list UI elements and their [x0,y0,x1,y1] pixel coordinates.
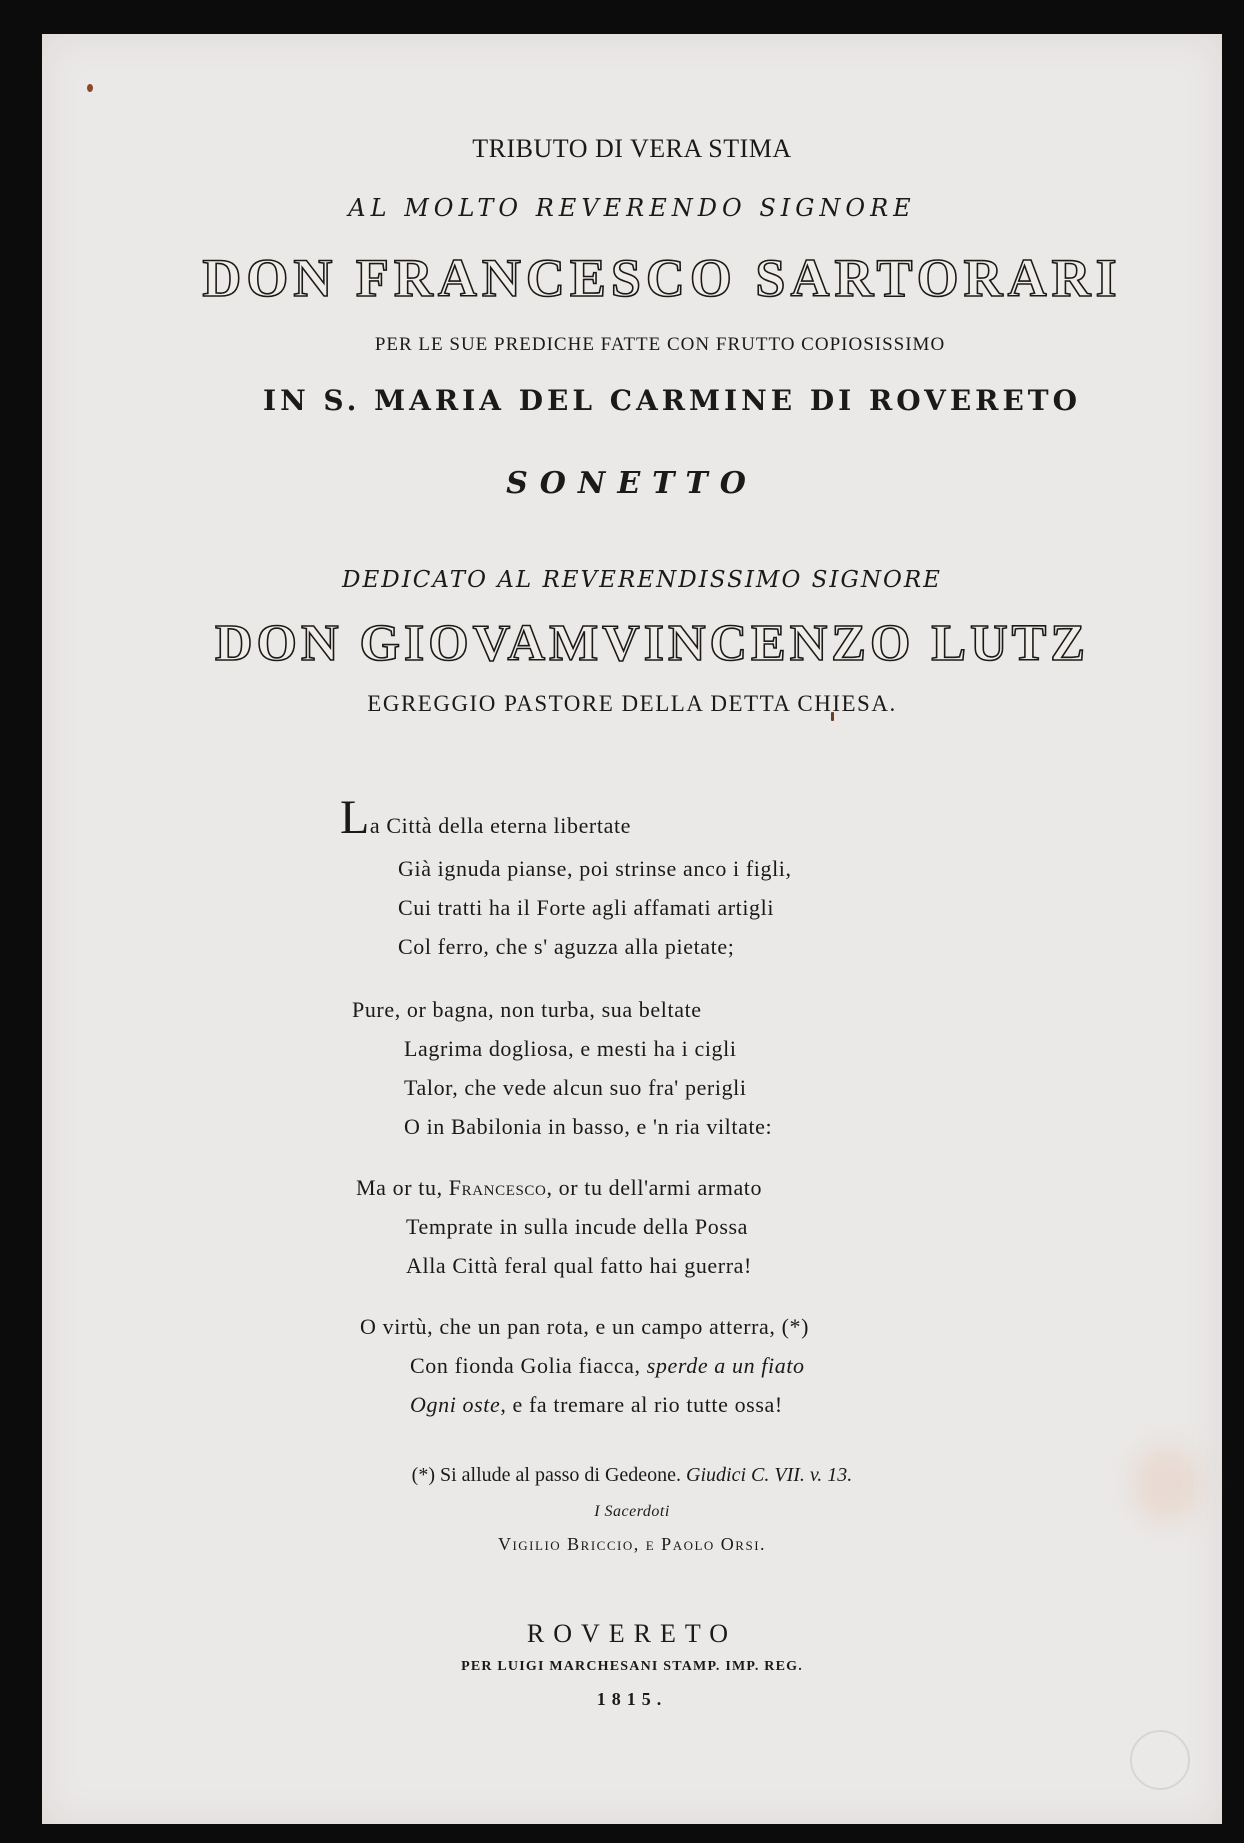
poem-line-italic: sperde a un fiato [646,1353,805,1378]
signature-names: Vigilio Briccio, e Paolo Orsi. [497,1534,767,1554]
header-line-addressee: AL MOLTO REVERENDO SIGNORE [348,194,916,222]
header-line-sermons: PER LE SUE PREDICHE FATTE CON FRUTTO COPIOSISSIMO [374,334,946,355]
ink-spot [87,84,93,92]
poem-line: O in Babilonia in basso, e 'n ria viltate: [404,1114,773,1139]
poem-line [340,791,632,844]
poem-line: Pure, or bagna, non turba, sua beltate [352,997,702,1022]
poem-line: Già ignuda pianse, poi strinse anco i figli, [398,856,792,881]
imprint-printer: PER LUIGI MARCHESANI STAMP. IMP. REG. [461,1659,803,1674]
poem-line: Cui tratti ha il Forte agli affamati artigli [398,895,775,920]
honoree-name: DON FRANCESCO SARTORARI [202,248,1122,308]
imprint-city: ROVERETO [526,1619,738,1648]
signature-title: I Sacerdoti [594,1503,670,1520]
genre-title: SONETTO [506,466,758,501]
poem-line: Talor, che vede alcun suo fra' perigli [404,1075,747,1100]
header-line-church: IN S. MARIA DEL CARMINE DI ROVERETO [262,384,1082,417]
poem-line: Temprate in sulla incude della Possa [406,1214,749,1239]
poem-line-italic: Ogni oste [410,1392,501,1417]
dedicatee-name: DON GIOVAMVINCENZO LUTZ [214,615,1090,672]
poem-line: Alla Città feral qual fatto hai guerra! [406,1253,752,1278]
poem-line-text: Ma or tu, [356,1175,443,1200]
poem-line: Col ferro, che s' aguzza alla pietate; [398,934,735,959]
poem-line [410,1392,783,1418]
drop-cap: L [340,791,370,844]
poem-line: O virtù, che un pan rota, e un campo atterra, (*) [360,1314,810,1339]
poem-line-text: , e fa tremare al rio tutte ossa! [500,1392,783,1417]
poem-line-text: Con fionda Golia fiacca, [410,1353,641,1378]
poem-name-francesco: Francesco [448,1175,547,1200]
header-line-tribute: TRIBUTO DI VERA STIMA [472,134,792,163]
footnote-reference: Giudici C. VII. v. 13. [686,1464,853,1486]
dedicatee-title: EGREGGIO PASTORE DELLA DETTA CHIESA. [367,691,897,716]
footnote-text: (*) Si allude al passo di Gedeone. [411,1464,682,1486]
poem-line-text: , or tu dell'armi armato [546,1175,763,1200]
footnote [42,1464,1222,1487]
dedication-line: DEDICATO AL REVERENDISSIMO SIGNORE [342,567,942,593]
poem-line: Lagrima dogliosa, e mesti ha i cigli [404,1036,737,1061]
poem-line [410,1353,805,1379]
poem-line-text: a Città della eterna libertate [369,813,632,838]
document-sheet [42,34,1222,1824]
library-stamp [1130,1730,1190,1790]
poem-line [356,1175,762,1201]
imprint-year: 1815. [596,1689,668,1709]
